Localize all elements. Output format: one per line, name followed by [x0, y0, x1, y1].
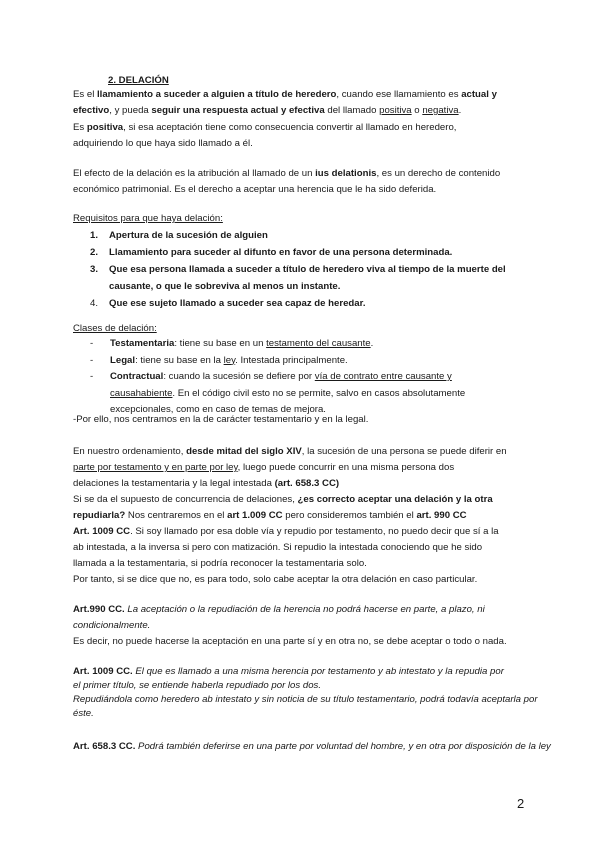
art1009-line-4: éste. — [73, 708, 94, 719]
art658-line: Art. 658.3 CC. Podrá también deferirse en una parte por voluntad del hombre, y en otra por disposición de la ley — [73, 741, 551, 752]
list-item: 2. Llamamiento para suceder al difunto en favor de una persona determinada. — [90, 247, 453, 258]
intro-line-2: efectivo, y pueda seguir una respuesta actual y efectiva del llamado positiva o negativa. — [73, 105, 462, 116]
ordenamiento-line-5: repudiarla? Nos centraremos en el art 1.009 CC pero consideremos también el art. 990 CC — [73, 510, 467, 521]
art1009-line-2: el primer título, se entiende haberla repudiado por los dos. — [73, 680, 321, 691]
section-title: 2. DELACIÓN — [108, 75, 169, 86]
list-item: 3. Que esa persona llamada a suceder a título de heredero viva al tiempo de la muerte del causante, o que le sobreviva al menos un instante. — [90, 264, 506, 292]
list-item: - Testamentaria: tiene su base en un testamento del causante. — [90, 338, 374, 349]
page-number: 2 — [517, 796, 525, 811]
clases-list — [73, 336, 465, 419]
ordenamiento-line-9: Por tanto, si se dice que no, es para todo, solo cabe aceptar la otra delación en caso particular. — [73, 574, 478, 585]
intro-line-4: adquiriendo lo que haya sido llamado a él. — [73, 138, 253, 149]
intro-line-1: Es el llamamiento a suceder a alguien a título de heredero, cuando ese llamamiento es actual y — [73, 89, 497, 100]
art990-line-2: condicionalmente. — [73, 620, 151, 631]
ordenamiento-line-3: delaciones la testamentaria y la legal intestada (art. 658.3 CC) — [73, 478, 340, 489]
ordenamiento-line-2: parte por testamento y en parte por ley, luego puede concurrir en una misma persona dos — [73, 462, 455, 473]
art990-explanation: Es decir, no puede hacerse la aceptación en una parte sí y en otra no, se debe aceptar o todo o nada. — [73, 636, 507, 647]
effect-line-1: El efecto de la delación es la atribución al llamado de un ius delationis, es un derecho de contenido — [73, 168, 501, 179]
requisitos-heading: Requisitos para que haya delación: — [73, 213, 223, 224]
art1009-line-1: Art. 1009 CC. El que es llamado a una misma herencia por testamento y ab intestato y la repudia por — [73, 666, 504, 677]
list-item: - Legal: tiene su base en la ley. Intestada principalmente. — [90, 354, 348, 366]
list-item: 1. Apertura de la sucesión de alguien — [90, 230, 268, 241]
art1009-line-3: Repudiándola como heredero ab intestato y sin noticia de su título testamentario, podrá todavía aceptarla por — [73, 694, 538, 705]
ordenamiento-line-7: ab intestada, a la inversa si pero con matización. Si repudio la intestada conociendo que he sido — [73, 542, 483, 553]
requisitos-list — [73, 227, 506, 312]
clases-heading: Clases de delación: — [73, 323, 157, 334]
clases-note: -Por ello, nos centramos en la de carácter testamentario y en la legal. — [73, 414, 369, 425]
intro-line-3: Es positiva, si esa aceptación tiene como consecuencia convertir al llamado en heredero, — [73, 122, 457, 133]
list-item: - Contractual: cuando la sucesión se defiere por vía de contrato entre causante y causahabiente. En el código civil esto no se permite, salvo en casos absolutamente excepcionales, como en caso de temas de mejora. — [90, 371, 466, 416]
ordenamiento-line-6: Art. 1009 CC. Si soy llamado por esa doble vía y repudio por testamento, no puedo decir que sí a la — [73, 526, 499, 537]
ordenamiento-line-4: Si se da el supuesto de concurrencia de delaciones, ¿es correcto aceptar una delación y la otra — [73, 494, 493, 505]
ordenamiento-line-1: En nuestro ordenamiento, desde mitad del siglo XIV, la sucesión de una persona se puede diferir en — [73, 446, 507, 457]
ordenamiento-line-8: llamada a la testamentaria, si podría reconocer la testamentaria solo. — [73, 558, 367, 569]
effect-line-2: económico patrimonial. Es el derecho a aceptar una herencia que le ha sido deferida. — [73, 184, 437, 195]
list-item: 4. Que ese sujeto llamado a suceder sea capaz de heredar. — [90, 298, 366, 309]
art990-line-1: Art.990 CC. La aceptación o la repudiación de la herencia no podrá hacerse en parte, a plazo, ni — [73, 604, 485, 615]
